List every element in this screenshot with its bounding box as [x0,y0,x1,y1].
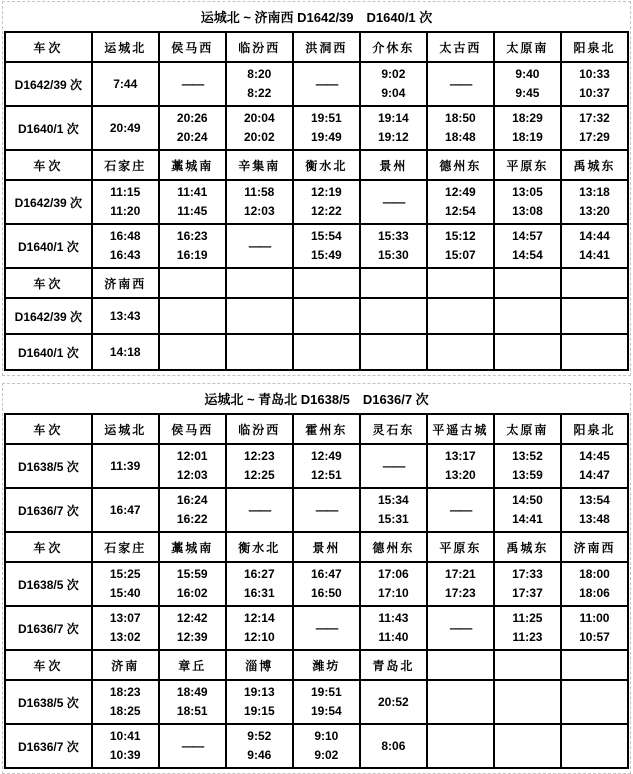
time-value: 13:18 [579,185,610,199]
station-header: 淄博 [226,650,293,680]
time-value: 10:37 [579,86,610,100]
time-cell [494,488,561,532]
time-cell [293,224,360,268]
time-value: 14:47 [579,468,610,482]
time-cell [427,444,494,488]
time-cell [427,180,494,224]
empty-cell [159,334,226,370]
time-cell: 8:06 [360,724,427,768]
station-header: 运城北 [92,32,159,62]
time-value: 18:48 [445,130,476,144]
time-value: 19:12 [378,130,409,144]
station-header-row [5,268,628,298]
station-header: 临汾西 [226,414,293,444]
time-value: 17:06 [378,567,409,581]
table-title-yuncheng-jinan: 运城北 ~ 济南西 D1642/39 D1640/1 次 [200,10,433,25]
time-cell [226,606,293,650]
train-col-header: 车次 [5,32,92,62]
time-value: 17:29 [579,130,610,144]
empty-cell [159,298,226,334]
no-stop-dash: —— [360,180,427,224]
train-times-row [5,444,628,488]
station-header: 阳泉北 [561,414,628,444]
time-value: 18:23 [109,685,141,699]
time-value: 12:22 [310,204,342,218]
time-cell [360,224,427,268]
time-value: 13:20 [579,204,610,218]
time-value: 13:08 [512,204,543,218]
time-cell [92,224,159,268]
empty-cell [494,724,561,768]
train-col-header: 车次 [5,650,92,680]
time-value: 10:39 [109,748,141,762]
time-value: 11:25 [512,611,543,625]
time-value: 13:02 [109,630,141,644]
time-cell [226,180,293,224]
time-value: 16:19 [176,248,208,262]
no-stop-dash: —— [226,488,293,532]
time-cell: 7:44 [92,62,159,106]
time-value: 11:58 [244,185,275,199]
time-value: 15:12 [445,229,476,243]
time-cell [561,488,628,532]
time-value: 8:22 [247,86,272,100]
train-number: D1638/5 次 [5,562,92,606]
time-value: 9:02 [381,67,406,81]
time-cell [427,562,494,606]
time-cell [494,444,561,488]
time-value: 11:40 [378,630,409,644]
time-value: 16:23 [176,229,208,243]
timetable-section-jinanxi [2,1,631,376]
time-value: 10:57 [579,630,610,644]
time-cell [226,62,293,106]
time-value: 15:31 [378,512,409,526]
time-value: 12:03 [176,468,208,482]
train-times-row [5,562,628,606]
time-value: 13:52 [512,449,543,463]
train-number: D1642/39 次 [5,62,92,106]
time-cell [159,224,226,268]
time-cell [561,106,628,150]
time-cell [226,724,293,768]
time-cell [226,106,293,150]
time-value: 19:51 [310,685,342,699]
time-cell [293,562,360,606]
train-col-header: 车次 [5,150,92,180]
time-value: 13:54 [579,493,610,507]
time-cell: 14:18 [92,334,159,370]
time-value: 11:23 [512,630,543,644]
time-cell: 13:43 [92,298,159,334]
time-value: 12:19 [310,185,342,199]
time-value: 17:37 [512,586,543,600]
train-times-row [5,224,628,268]
time-value: 19:51 [310,111,342,125]
time-cell [360,488,427,532]
time-value: 14:41 [579,248,610,262]
time-cell [427,224,494,268]
station-header: 灵石东 [360,414,427,444]
station-header: 景州 [293,532,360,562]
time-value: 12:25 [243,468,275,482]
empty-header-cell [159,268,226,298]
time-value: 19:13 [243,685,275,699]
no-stop-dash: —— [427,606,494,650]
time-cell [494,106,561,150]
time-value: 13:07 [109,611,141,625]
station-header-row [5,414,628,444]
time-cell [494,180,561,224]
time-cell [360,606,427,650]
time-cell [561,444,628,488]
time-value: 20:04 [243,111,275,125]
time-value: 18:51 [176,704,208,718]
empty-cell [561,334,628,370]
time-value: 11:43 [378,611,409,625]
empty-cell [360,298,427,334]
time-value: 15:33 [378,229,409,243]
time-cell [360,106,427,150]
time-value: 13:20 [445,468,476,482]
time-value: 16:48 [109,229,141,243]
train-number: D1642/39 次 [5,180,92,224]
time-cell [159,106,226,150]
station-header: 济南 [92,650,159,680]
time-cell [92,606,159,650]
station-header-row [5,532,628,562]
time-value: 12:54 [445,204,476,218]
time-cell [561,606,628,650]
time-cell [561,62,628,106]
time-value: 19:15 [243,704,275,718]
time-cell [226,680,293,724]
station-header: 运城北 [92,414,159,444]
train-number: D1640/1 次 [5,106,92,150]
station-header: 德州东 [427,150,494,180]
time-cell [159,606,226,650]
time-value: 16:27 [243,567,275,581]
train-number: D1640/1 次 [5,224,92,268]
no-stop-dash: —— [293,62,360,106]
no-stop-dash: —— [293,606,360,650]
time-value: 12:23 [243,449,275,463]
train-times-row [5,606,628,650]
train-number: D1638/5 次 [5,680,92,724]
empty-header-cell [561,650,628,680]
time-value: 10:33 [579,67,610,81]
time-value: 16:31 [243,586,275,600]
time-value: 12:39 [176,630,208,644]
time-value: 16:50 [310,586,342,600]
time-cell: 20:49 [92,106,159,150]
no-stop-dash: —— [427,62,494,106]
empty-header-cell [293,268,360,298]
time-value: 18:19 [512,130,543,144]
time-value: 10:41 [109,729,141,743]
time-value: 15:25 [109,567,141,581]
time-cell [561,562,628,606]
train-times-row [5,680,628,724]
time-value: 15:59 [176,567,208,581]
no-stop-dash: —— [360,444,427,488]
empty-header-cell [561,268,628,298]
train-number: D1636/7 次 [5,488,92,532]
empty-cell [427,298,494,334]
time-value: 12:49 [445,185,476,199]
time-value: 18:25 [109,704,141,718]
time-value: 12:10 [243,630,275,644]
empty-cell [427,680,494,724]
train-times-row [5,106,628,150]
empty-cell [561,680,628,724]
station-header: 禹城东 [494,532,561,562]
station-header: 景州 [360,150,427,180]
time-value: 9:40 [515,67,540,81]
station-header: 侯马西 [159,414,226,444]
station-header: 石家庄 [92,150,159,180]
time-value: 18:00 [579,567,610,581]
train-col-header: 车次 [5,532,92,562]
station-header: 平原东 [427,532,494,562]
time-value: 14:57 [512,229,543,243]
empty-header-cell [226,268,293,298]
time-value: 17:33 [512,567,543,581]
time-value: 13:48 [579,512,610,526]
time-value: 9:10 [314,729,339,743]
empty-cell [494,298,561,334]
empty-cell [427,334,494,370]
station-header: 藁城南 [159,150,226,180]
time-value: 9:46 [247,748,272,762]
station-header: 潍坊 [293,650,360,680]
empty-cell [561,298,628,334]
time-cell [92,680,159,724]
timetable-yuncheng-qingdao [4,413,629,769]
time-cell: 20:52 [360,680,427,724]
empty-cell [226,334,293,370]
timetable-section-qingdaobei [2,383,631,774]
time-value: 16:43 [109,248,141,262]
train-times-row [5,724,628,768]
time-value: 12:01 [176,449,208,463]
time-value: 12:49 [310,449,342,463]
time-cell [159,180,226,224]
time-value: 16:22 [176,512,208,526]
time-value: 9:04 [381,86,406,100]
time-value: 15:54 [310,229,342,243]
time-cell [561,224,628,268]
station-header: 阳泉北 [561,32,628,62]
station-header: 青岛北 [360,650,427,680]
time-cell [159,562,226,606]
station-header: 霍州东 [293,414,360,444]
station-header: 藁城南 [159,532,226,562]
time-cell [427,106,494,150]
time-cell [494,62,561,106]
time-value: 19:14 [378,111,409,125]
time-cell: 11:39 [92,444,159,488]
train-col-header: 车次 [5,414,92,444]
empty-header-cell [360,268,427,298]
time-cell [561,180,628,224]
time-value: 9:02 [314,748,339,762]
time-cell [293,724,360,768]
time-value: 9:52 [247,729,272,743]
no-stop-dash: —— [226,224,293,268]
time-value: 8:20 [247,67,272,81]
no-stop-dash: —— [159,62,226,106]
time-value: 12:42 [176,611,208,625]
empty-header-cell [427,650,494,680]
time-value: 12:51 [310,468,342,482]
empty-cell [427,724,494,768]
time-value: 11:41 [177,185,208,199]
empty-cell [561,724,628,768]
station-header: 衡水北 [293,150,360,180]
empty-cell [494,334,561,370]
no-stop-dash: —— [293,488,360,532]
station-header: 平遥古城 [427,414,494,444]
train-number: D1638/5 次 [5,444,92,488]
time-cell [159,680,226,724]
time-value: 11:00 [579,611,610,625]
time-cell [360,562,427,606]
time-value: 17:21 [445,567,476,581]
time-value: 19:54 [310,704,342,718]
time-cell [226,562,293,606]
time-value: 14:54 [512,248,543,262]
station-header: 太原南 [494,414,561,444]
station-header: 章丘 [159,650,226,680]
time-value: 15:40 [109,586,141,600]
station-header: 德州东 [360,532,427,562]
station-header: 石家庄 [92,532,159,562]
empty-header-cell [427,268,494,298]
train-times-row [5,334,628,370]
train-times-row [5,488,628,532]
time-cell [92,724,159,768]
time-value: 18:50 [445,111,476,125]
train-times-row [5,180,628,224]
station-header-row [5,32,628,62]
station-header: 禹城东 [561,150,628,180]
time-cell: 16:47 [92,488,159,532]
time-cell [494,224,561,268]
time-value: 18:49 [176,685,208,699]
time-value: 15:30 [378,248,409,262]
empty-header-cell [494,650,561,680]
time-cell [293,680,360,724]
time-value: 11:45 [177,204,208,218]
empty-cell [360,334,427,370]
no-stop-dash: —— [159,724,226,768]
station-header: 太古西 [427,32,494,62]
time-value: 17:32 [579,111,610,125]
time-cell [360,62,427,106]
time-cell [494,606,561,650]
station-header-row [5,150,628,180]
time-value: 11:15 [110,185,141,199]
time-value: 17:23 [445,586,476,600]
time-value: 15:34 [378,493,409,507]
time-value: 12:03 [243,204,275,218]
time-cell [92,180,159,224]
train-number: D1640/1 次 [5,334,92,370]
time-value: 17:10 [378,586,409,600]
station-header: 衡水北 [226,532,293,562]
time-cell [92,562,159,606]
time-value: 13:59 [512,468,543,482]
time-value: 20:26 [176,111,208,125]
time-value: 14:50 [512,493,543,507]
station-header: 济南西 [92,268,159,298]
station-header: 太原南 [494,32,561,62]
time-value: 19:49 [310,130,342,144]
station-header: 临汾西 [226,32,293,62]
time-value: 15:49 [310,248,342,262]
time-cell [293,180,360,224]
time-value: 9:45 [515,86,540,100]
time-value: 14:45 [579,449,610,463]
time-value: 12:14 [243,611,275,625]
empty-cell [494,680,561,724]
time-cell [293,106,360,150]
time-cell [226,444,293,488]
time-value: 13:17 [445,449,476,463]
time-value: 14:44 [579,229,610,243]
time-value: 20:24 [176,130,208,144]
table-title-yuncheng-qingdao: 运城北 ~ 青岛北 D1638/5 D1636/7 次 [204,392,429,407]
empty-cell [293,298,360,334]
train-number: D1636/7 次 [5,724,92,768]
time-value: 16:24 [176,493,208,507]
empty-cell [226,298,293,334]
station-header: 济南西 [561,532,628,562]
time-value: 11:20 [110,204,141,218]
time-cell [293,444,360,488]
station-header: 介休东 [360,32,427,62]
time-value: 18:06 [579,586,610,600]
empty-cell [293,334,360,370]
time-value: 18:29 [512,111,543,125]
time-cell [159,488,226,532]
time-value: 14:41 [512,512,543,526]
time-value: 15:07 [445,248,476,262]
time-cell [494,562,561,606]
train-number: D1642/39 次 [5,298,92,334]
timetable-yuncheng-jinan [4,31,629,371]
station-header: 洪洞西 [293,32,360,62]
train-number: D1636/7 次 [5,606,92,650]
train-times-row [5,298,628,334]
station-header-row [5,650,628,680]
time-value: 16:02 [176,586,208,600]
time-value: 16:47 [310,567,342,581]
time-value: 20:02 [243,130,275,144]
time-cell [159,444,226,488]
station-header: 平原东 [494,150,561,180]
time-value: 13:05 [512,185,543,199]
no-stop-dash: —— [427,488,494,532]
station-header: 侯马西 [159,32,226,62]
station-header: 辛集南 [226,150,293,180]
empty-header-cell [494,268,561,298]
train-times-row [5,62,628,106]
train-col-header: 车次 [5,268,92,298]
